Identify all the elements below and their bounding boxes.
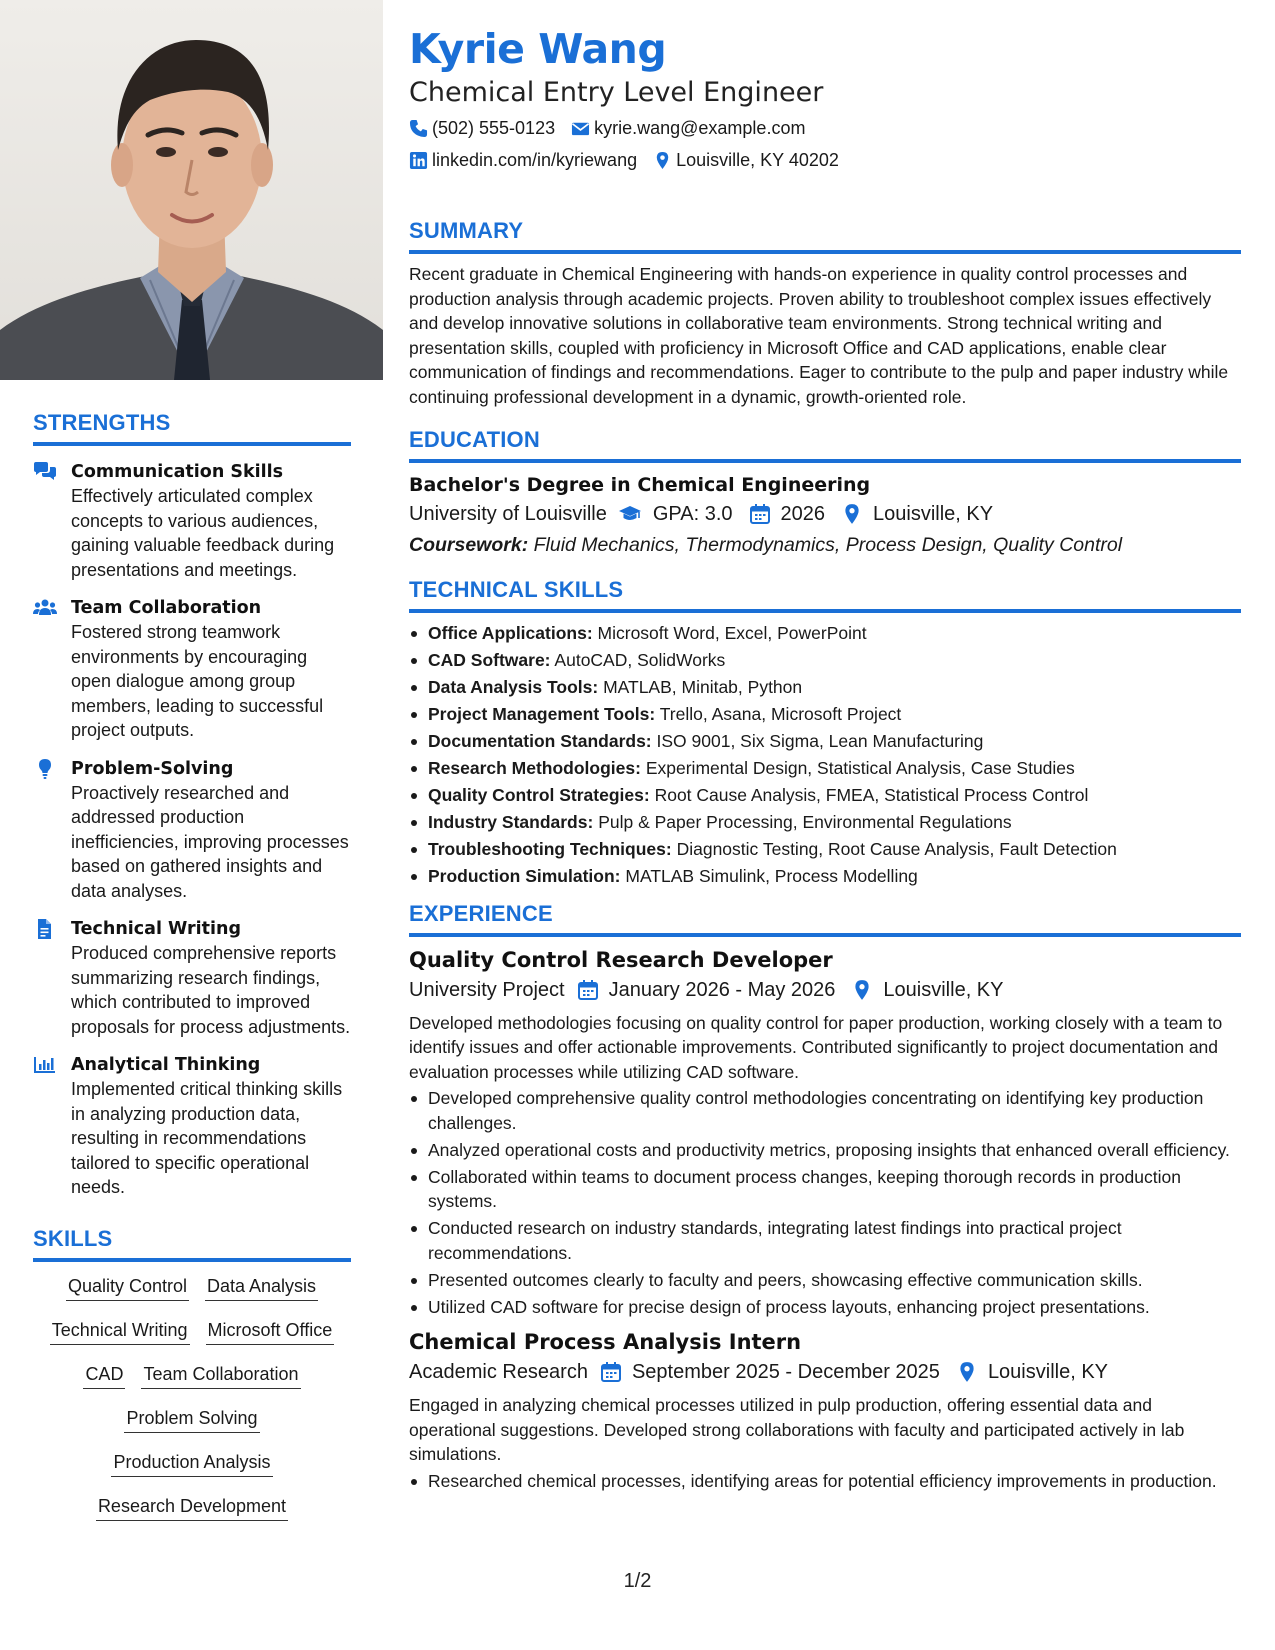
graduation-cap-icon — [617, 503, 643, 525]
email-icon — [571, 119, 590, 138]
email-address: kyrie.wang@example.com — [594, 118, 806, 138]
location-pin-icon — [956, 1361, 978, 1383]
skill-values: Trello, Asana, Microsoft Project — [659, 704, 902, 724]
job-summary: Developed methodologies focusing on quality control for paper production, working closely with a team to identify issues and offer actionable improvements. Contributed significantly to project documentation and evaluation processes while utilizing CAD software. — [409, 1012, 1223, 1082]
users-icon — [33, 598, 57, 618]
calendar-icon — [600, 1361, 622, 1383]
skill-category: Research Methodologies: — [428, 758, 641, 778]
job-organization: University Project — [409, 978, 565, 1001]
strength-item — [33, 1053, 351, 1200]
coursework — [409, 529, 1241, 561]
list-item — [409, 756, 1241, 781]
job-title: Chemical Process Analysis Intern — [409, 1330, 802, 1354]
skill-category: Documentation Standards: — [428, 731, 652, 751]
job-location: Louisville, KY — [883, 978, 1004, 1001]
job-title: Quality Control Research Developer — [409, 947, 833, 972]
skill-row — [33, 1406, 351, 1433]
bar-chart-icon — [33, 1055, 57, 1075]
strength-name: Analytical Thinking — [71, 1055, 261, 1075]
summary-section — [409, 218, 1241, 409]
education-meta — [409, 499, 1241, 529]
strength-item — [33, 757, 351, 904]
skill-row — [33, 1494, 351, 1521]
job-dates: January 2026 - May 2026 — [608, 978, 836, 1001]
skill-values: MATLAB Simulink, Process Modelling — [625, 866, 918, 886]
skill-category: Project Management Tools: — [428, 704, 656, 724]
document-icon — [33, 919, 57, 939]
candidate-name: Kyrie Wang — [409, 25, 667, 73]
skill-tag: Quality Control — [66, 1274, 189, 1301]
list-item — [409, 783, 1241, 808]
email-contact[interactable] — [571, 112, 805, 144]
list-item — [409, 702, 1241, 727]
list-item: Presented outcomes clearly to faculty and peers, showcasing effective communication skills. — [409, 1268, 1241, 1293]
skill-category: Production Simulation: — [428, 866, 621, 886]
list-item: Utilized CAD software for precise design of process layouts, enhancing project presentations. — [409, 1295, 1241, 1320]
strength-description: Produced comprehensive reports summarizing research findings, which contributed to improved proposals for process adjustments. — [71, 943, 351, 1037]
skill-row — [33, 1362, 351, 1389]
job-entry — [409, 1327, 1241, 1493]
skill-tag: Microsoft Office — [206, 1318, 335, 1345]
strength-item — [33, 460, 351, 582]
skill-tag: Production Analysis — [111, 1450, 272, 1477]
linkedin-url: linkedin.com/in/kyriewang — [432, 150, 638, 170]
list-item: Collaborated within teams to document process changes, keeping thorough records in production systems. — [409, 1165, 1241, 1214]
skill-category: Quality Control Strategies: — [428, 785, 650, 805]
experience-section — [409, 901, 1241, 1494]
list-item — [409, 648, 1241, 673]
school-location: Louisville, KY — [873, 503, 994, 525]
skill-category: Troubleshooting Techniques: — [428, 839, 672, 859]
phone-number: (502) 555-0123 — [432, 118, 556, 138]
location-pin-icon — [841, 503, 863, 525]
job-dates: September 2025 - December 2025 — [631, 1361, 940, 1383]
skill-category: Data Analysis Tools: — [428, 677, 599, 697]
strength-description: Proactively researched and addressed production inefficiencies, improving processes based on gathered insights and data analyses. — [71, 782, 349, 901]
sidebar-content — [33, 410, 351, 1538]
summary-heading: SUMMARY — [409, 218, 1241, 254]
skill-values: Microsoft Word, Excel, PowerPoint — [597, 623, 867, 643]
skill-tag: Team Collaboration — [141, 1362, 300, 1389]
portrait-illustration — [0, 0, 383, 380]
technical-skills-section — [409, 577, 1241, 889]
page-number: 1/2 — [623, 1570, 652, 1592]
linkedin-contact[interactable] — [409, 144, 637, 176]
candidate-title: Chemical Entry Level Engineer — [409, 77, 824, 108]
skill-tag: Data Analysis — [205, 1274, 318, 1301]
education-heading: EDUCATION — [409, 427, 1241, 463]
strength-item — [33, 596, 351, 743]
location-contact — [653, 144, 839, 176]
list-item — [409, 810, 1241, 835]
strengths-heading: STRENGTHS — [33, 410, 351, 446]
experience-heading: EXPERIENCE — [409, 901, 1241, 937]
strength-name: Technical Writing — [71, 919, 242, 939]
job-bullets — [409, 1086, 1241, 1319]
skill-values: Diagnostic Testing, Root Cause Analysis, Fault Detection — [676, 839, 1117, 859]
contact-row — [409, 144, 1241, 176]
strength-name: Communication Skills — [71, 462, 284, 482]
list-item: Conducted research on industry standards, integrating latest findings into practical project recommendations. — [409, 1216, 1241, 1265]
summary-text: Recent graduate in Chemical Engineering with hands-on experience in quality control processes and production analysis through academic projects. Proven ability to troubleshoot complex issues effectively and develop innovative solutions in collaborative team environments. Strong technical writing and presentation skills, coupled with proficiency in Microsoft Office and CAD applications, enable clear communication of findings and recommendations. Eager to contribute to the pulp and paper industry while continuing professional development in a dynamic, growth-oriented role. — [409, 264, 1229, 407]
phone-contact[interactable] — [409, 112, 555, 144]
skill-values: Pulp & Paper Processing, Environmental Regulations — [598, 812, 1012, 832]
lightbulb-icon — [33, 759, 57, 779]
sidebar — [0, 0, 383, 1650]
skill-values: ISO 9001, Six Sigma, Lean Manufacturing — [656, 731, 984, 751]
gpa: GPA: 3.0 — [652, 503, 733, 525]
technical-skills-list — [409, 621, 1241, 889]
technical-skills-heading: TECHNICAL SKILLS — [409, 577, 1241, 613]
linkedin-icon — [409, 151, 428, 170]
skill-category: Office Applications: — [428, 623, 593, 643]
main-content — [409, 22, 1241, 1496]
strength-item — [33, 917, 351, 1039]
job-summary: Engaged in analyzing chemical processes utilized in pulp production, offering essential data and operational suggestions. Developed strong collaborations with faculty and participated actively in lab simulations. — [409, 1395, 1185, 1464]
job-bullets — [409, 1469, 1241, 1494]
skill-row — [33, 1450, 351, 1477]
location-pin-icon — [851, 979, 873, 1001]
skill-tag: CAD — [83, 1362, 125, 1389]
contact-row — [409, 112, 1241, 144]
skill-category: CAD Software: — [428, 650, 551, 670]
skill-values: Root Cause Analysis, FMEA, Statistical Process Control — [654, 785, 1089, 805]
skill-tag: Problem Solving — [124, 1406, 259, 1433]
location-pin-icon — [653, 151, 672, 170]
job-meta — [409, 1357, 1241, 1387]
skill-values: AutoCAD, SolidWorks — [554, 650, 726, 670]
skill-tag: Research Development — [96, 1494, 288, 1521]
skill-tag: Technical Writing — [50, 1318, 190, 1345]
coursework-label: Coursework: — [409, 534, 529, 556]
list-item — [409, 837, 1241, 862]
skills-heading: SKILLS — [33, 1226, 351, 1262]
coursework-list: Fluid Mechanics, Thermodynamics, Process Design, Quality Control — [533, 534, 1123, 556]
list-item: Analyzed operational costs and productivity metrics, proposing insights that enhanced overall efficiency. — [409, 1138, 1241, 1163]
profile-photo — [0, 0, 383, 380]
education-section — [409, 427, 1241, 561]
strength-description: Effectively articulated complex concepts to various audiences, gaining valuable feedback during presentations and meetings. — [71, 486, 335, 580]
list-item: Developed comprehensive quality control methodologies concentrating on identifying key production challenges. — [409, 1086, 1241, 1135]
skill-row — [33, 1318, 351, 1345]
job-organization: Academic Research — [409, 1361, 588, 1383]
list-item — [409, 621, 1241, 646]
job-location: Louisville, KY — [987, 1361, 1108, 1383]
strength-name: Problem-Solving — [71, 758, 234, 779]
skills-list — [33, 1274, 351, 1521]
location-text: Louisville, KY 40202 — [676, 150, 839, 170]
job-entry — [409, 945, 1241, 1320]
skill-category: Industry Standards: — [428, 812, 594, 832]
skill-row — [33, 1274, 351, 1301]
comments-icon — [33, 462, 57, 482]
skill-values: MATLAB, Minitab, Python — [603, 677, 803, 697]
strength-description: Fostered strong teamwork environments by encouraging open dialogue among group members, leading to successful project outputs. — [71, 622, 324, 740]
strength-name: Team Collaboration — [71, 598, 262, 618]
strength-description: Implemented critical thinking skills in analyzing production data, resulting in recommendations tailored to specific operational needs. — [71, 1079, 343, 1197]
phone-icon — [409, 119, 428, 138]
job-meta — [409, 975, 1241, 1005]
skill-values: Experimental Design, Statistical Analysis, Case Studies — [645, 758, 1075, 778]
graduation-year: 2026 — [780, 503, 826, 525]
degree-title: Bachelor's Degree in Chemical Engineering — [409, 474, 871, 496]
list-item: Researched chemical processes, identifying areas for potential efficiency improvements in production. — [409, 1469, 1241, 1494]
school-name: University of Louisville — [409, 503, 607, 525]
list-item — [409, 675, 1241, 700]
list-item — [409, 729, 1241, 754]
list-item — [409, 864, 1241, 889]
calendar-icon — [749, 503, 771, 525]
calendar-icon — [577, 979, 599, 1001]
